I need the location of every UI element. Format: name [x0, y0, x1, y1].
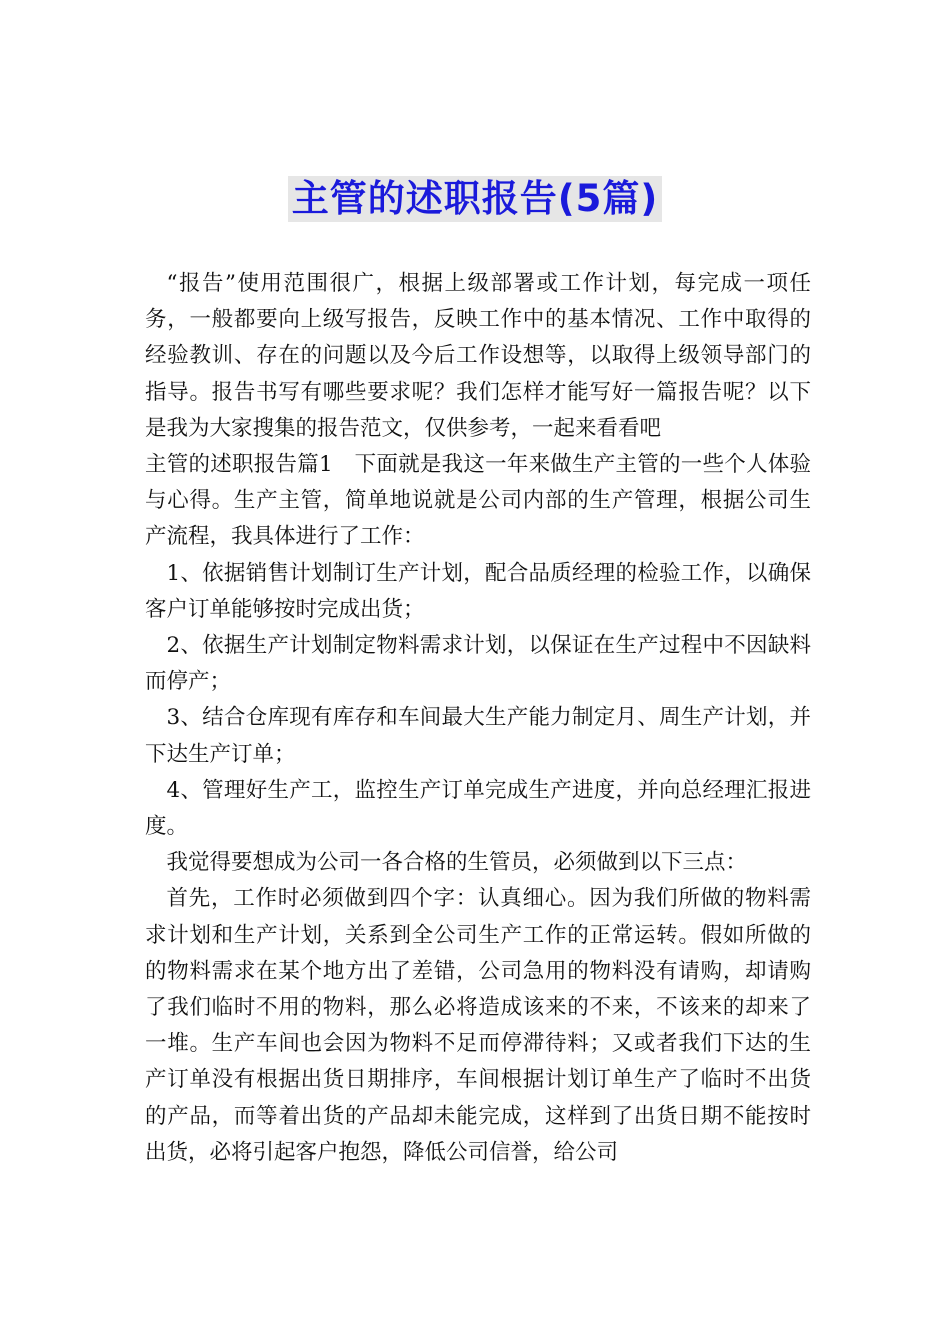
first-point-paragraph: 首先，工作时必须做到四个字：认真细心。因为我们所做的物料需求计划和生产计划，关系到全公司生产工作的正常运转。假如所做的的物料需求在某个地方出了差错，公司急用的物料没有请购，却请购了我们临时不用的物料，那么必将造成该来的不来，不该来的却来了一堆。生产车间也会因为物料不足而停滞待料；又或者我们下达的生产订单没有根据出货日期排序，车间根据计划订单生产了临时不出货的产品，而等着出货的产品却未能完成，这样到了出货日期不能按时出货，必将引起客户抱怨，降低公司信誉，给公司 [145, 886, 811, 1165]
document-title: 主管的述职报告(5篇) [288, 176, 663, 222]
list-item-2: 2、依据生产计划制定物料需求计划，以保证在生产过程中不因缺料而停产； [145, 633, 811, 695]
document-body [145, 266, 811, 1171]
summary-paragraph: 我觉得要想成为公司一各合格的生管员，必须做到以下三点： [166, 850, 748, 876]
title-container [0, 176, 950, 222]
list-item-1: 1、依据销售计划制订生产计划，配合品质经理的检验工作，以确保客户订单能够按时完成出货； [145, 560, 811, 622]
list-item-4: 4、管理好生产工，监控生产订单完成生产进度，并向总经理汇报进度。 [145, 777, 811, 840]
list-item-3: 3、结合仓库现有库存和车间最大生产能力制定月、周生产计划，并下达生产订单； [145, 705, 811, 767]
section-1-paragraph: 主管的述职报告篇1 下面就是我这一年来做生产主管的一些个人体验与心得。生产主管，简单地说就是公司内部的生产管理，根据公司生产流程，我具体进行了工作： [145, 452, 811, 550]
intro-paragraph: “报告”使用范围很广，根据上级部署或工作计划，每完成一项任务，一般都要向上级写报告，反映工作中的基本情况、工作中取得的经验教训、存在的问题以及今后工作设想等，以取得上级领导部门的指导。报告书写有哪些要求呢？我们怎样才能写好一篇报告呢？以下是我为大家搜集的报告范文，仅供参考，一起来看看吧 [145, 271, 811, 441]
